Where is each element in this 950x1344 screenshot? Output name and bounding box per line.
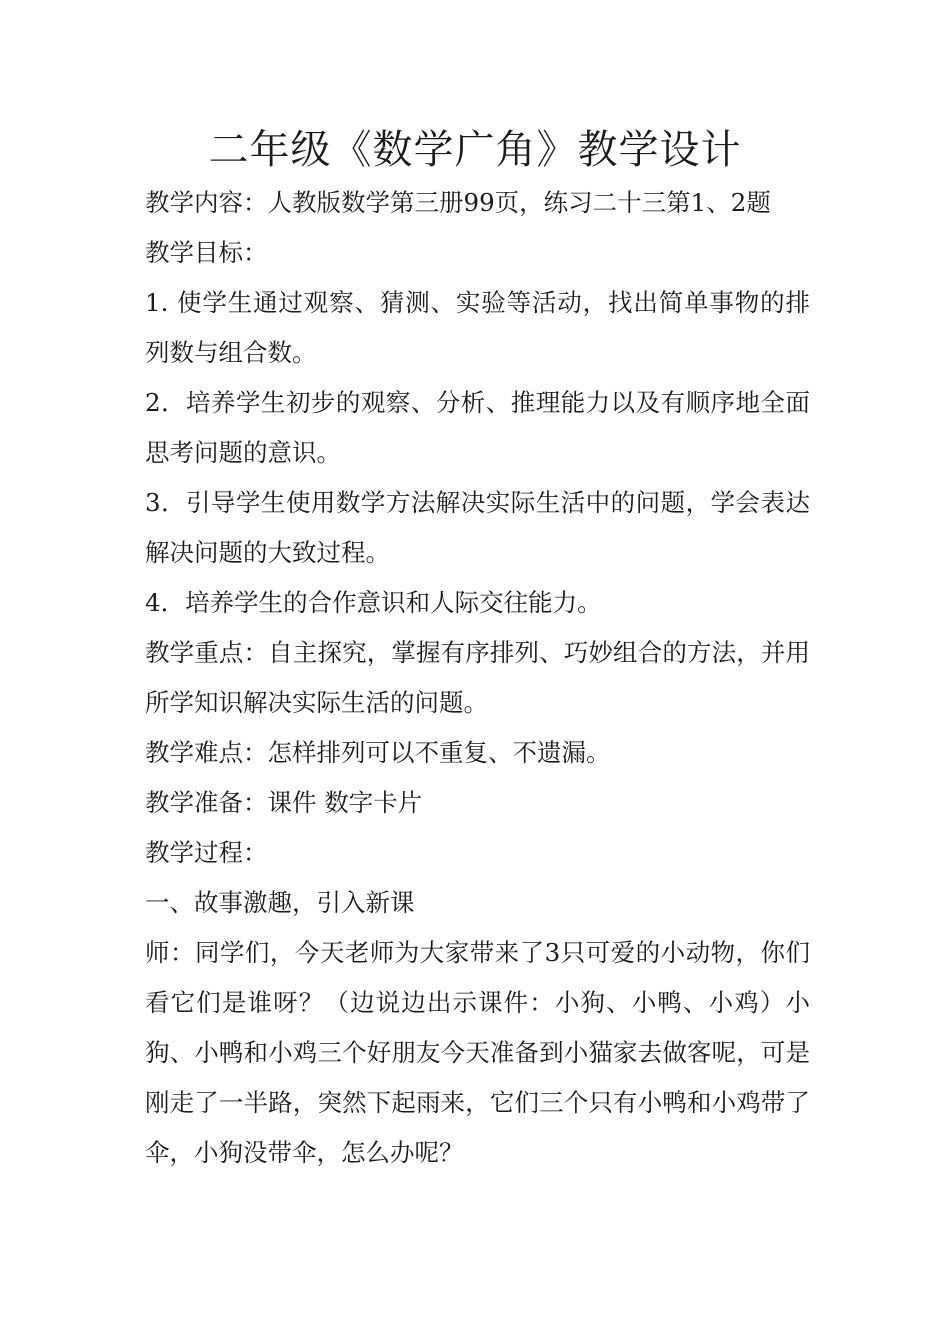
paragraph-objective-4: 4．培养学生的合作意识和人际交往能力。: [145, 588, 602, 617]
paragraph-key-points: 教学重点：自主探究，掌握有序排列、巧妙组合的方法，并用所学知识解决实际生活的问题。: [145, 638, 810, 717]
paragraph-objective-3: 3．引导学生使用数学方法解决实际生活中的问题，学会表达解决问题的大致过程。: [145, 488, 810, 567]
paragraph-objectives-heading: 教学目标：: [145, 238, 268, 267]
paragraph-objective-2: 2．培养学生初步的观察、分析、推理能力以及有顺序地全面思考问题的意识。: [145, 388, 810, 467]
paragraph-objective-1: 1. 使学生通过观察、猜测、实验等活动，找出简单事物的排列数与组合数。: [145, 288, 810, 367]
paragraph-difficulties: 教学难点：怎样排列可以不重复、不遗漏。: [145, 738, 611, 767]
document-title: 二年级《数学广角》教学设计: [208, 127, 742, 173]
paragraph-teacher-story: 师：同学们，今天老师为大家带来了3只可爱的小动物，你们看它们是谁呀？（边说边出示课件：小狗、小鸭、小鸡）小狗、小鸭和小鸡三个好朋友今天准备到小猫家去做客呢，可是刚走了一半路，突然下起雨来，它们三个只有小鸭和小鸡带了伞，小狗没带伞，怎么办呢？: [145, 938, 810, 1167]
document-body: [145, 178, 810, 1178]
paragraph-preparation: 教学准备：课件 数字卡片: [145, 788, 423, 817]
paragraph-section-1-heading: 一、故事激趣，引入新课: [145, 888, 415, 917]
paragraph-teaching-content: 教学内容：人教版数学第三册99页，练习二十三第1、2题: [145, 188, 771, 217]
paragraph-process-heading: 教学过程：: [145, 838, 268, 867]
